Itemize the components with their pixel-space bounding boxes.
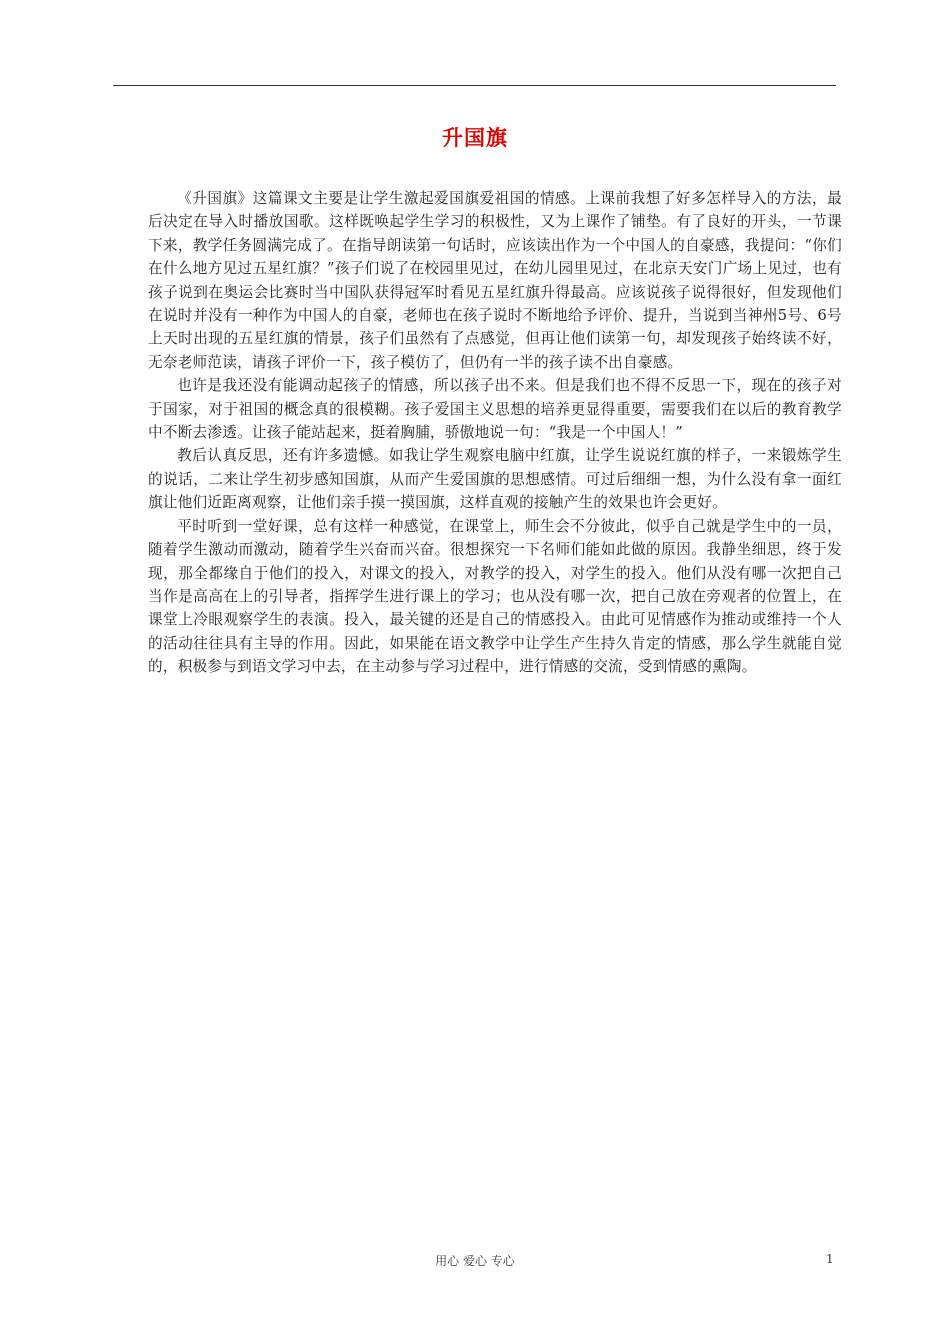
paragraph-4: 平时听到一堂好课，总有这样一种感觉，在课堂上，师生会不分彼此，似乎自己就是学生中的一员，随着学生激动而激动，随着学生兴奋而兴奋。很想探究一下名师们能如此做的原因。我静坐细思，终于发现，那全都缘自于他们的投入，对课文的投入，对教学的投入，对学生的投入。他们从没有哪一次把自己当作是高高在上的引导者，指挥学生进行课上的学习；也从没有哪一次，把自己放在旁观者的位置上，在课堂上冷眼观察学生的表演。投入，最关键的还是自己的情感投入。由此可见情感作为推动或维持一个人的活动往往具有主导的作用。因此，如果能在语文教学中让学生产生持久肯定的情感，那么学生就能自觉的，积极参与到语文学习中去，在主动参与学习过程中，进行情感的交流，受到情感的熏陶。: [148, 517, 842, 676]
page-number: 1: [826, 1252, 834, 1266]
document-title: 升国旗: [442, 125, 508, 150]
document-body: [148, 187, 842, 679]
paragraph-1: 《升国旗》这篇课文主要是让学生激起爱国旗爱祖国的情感。上课前我想了好多怎样导入的方法，最后决定在导入时播放国歌。这样既唤起学生学习的积极性，又为上课作了铺垫。有了良好的开头，一节课下来，教学任务圆满完成了。在指导朗读第一句话时，应该读出作为一个中国人的自豪感，我提问：“你们在什么地方见过五星红旗？”孩子们说了在校园里见过，在幼儿园里见过，在北京天安门广场上见过，也有孩子说到在奥运会比赛时当中国队获得冠军时看见五星红旗升得最高。应该说孩子说得很好，但发现他们在说时并没有一种作为中国人的自豪，老师也在孩子说时不断地给予评价、提升，当说到当神州5号、6号上天时出现的五星红旗的情景，孩子们虽然有了点感觉，但再让他们读第一句，却发现孩子始终读不好，无奈老师范读，请孩子评价一下，孩子模仿了，但仍有一半的孩子读不出自豪感。: [148, 190, 842, 371]
paragraph-2: 也许是我还没有能调动起孩子的情感，所以孩子出不来。但是我们也不得不反思一下，现在的孩子对于国家，对于祖国的概念真的很模糊。孩子爱国主义思想的培养更显得重要，需要我们在以后的教育教学中不断去渗透。让孩子能站起来，挺着胸脯，骄傲地说一句：“我是一个中国人！”: [148, 377, 842, 442]
paragraph-3: 教后认真反思，还有许多遗憾。如我让学生观察电脑中红旗，让学生说说红旗的样子，一来锻炼学生的说话，二来让学生初步感知国旗，从而产生爱国旗的思想感情。可过后细细一想，为什么没有拿一面红旗让他们近距离观察，让他们亲手摸一摸国旗，这样直观的接触产生的效果也许会更好。: [148, 447, 842, 512]
footer-slogan: 用心 爱心 专心: [435, 1254, 515, 1268]
header-rule: [113, 85, 836, 86]
